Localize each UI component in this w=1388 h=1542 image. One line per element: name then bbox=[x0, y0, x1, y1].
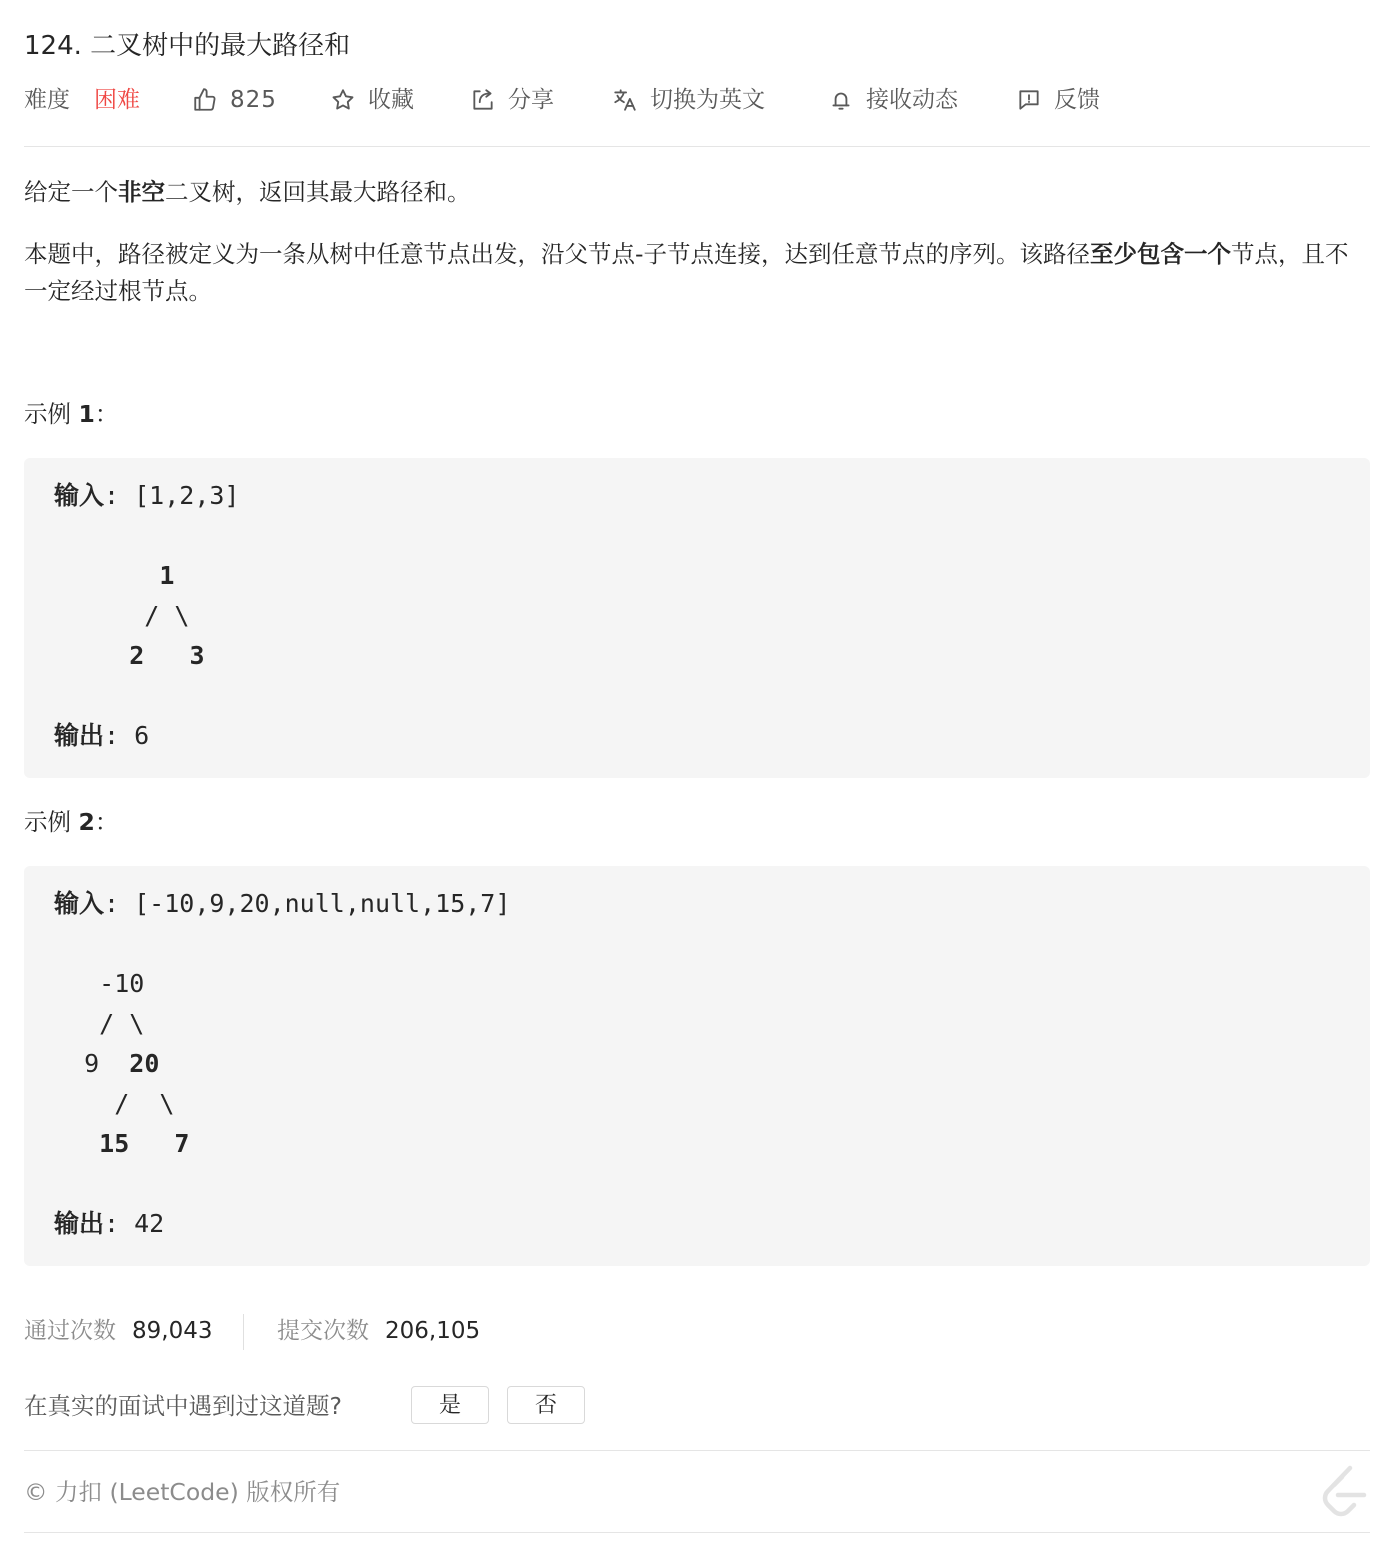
header-divider bbox=[24, 146, 1370, 147]
subscribe-button[interactable] bbox=[828, 82, 958, 118]
problem-toolbar bbox=[24, 82, 1370, 118]
favorite-button[interactable] bbox=[330, 82, 414, 118]
example-2-tree-line bbox=[54, 1044, 159, 1084]
difficulty-badge: 困难 bbox=[94, 87, 140, 113]
example-1-input: 输入: [1,2,3] bbox=[54, 481, 240, 510]
example-2-tree-line: 15 7 bbox=[54, 1129, 190, 1158]
tree-node-left: 9 bbox=[54, 1049, 130, 1078]
description-paragraph-2: 本题中，路径被定义为一条从树中任意节点出发，沿父节点-子节点连接，达到任意节点的序列。该路径至少包含一个节点，且不一定经过根节点。 bbox=[24, 240, 1349, 305]
feedback-button[interactable] bbox=[1016, 82, 1100, 118]
like-count: 825 bbox=[230, 87, 277, 113]
example-2-title: 示例 2： bbox=[24, 808, 119, 836]
example-1-tree-line: 1 bbox=[54, 561, 175, 590]
favorite-label: 收藏 bbox=[368, 87, 414, 113]
example-1-output: 输出: 6 bbox=[54, 721, 150, 750]
submissions-stat: 提交次数 206,105 bbox=[277, 1318, 481, 1344]
description-paragraph-1: 给定一个非空二叉树，返回其最大路径和。 bbox=[24, 178, 471, 206]
subscribe-label: 接收动态 bbox=[866, 87, 958, 113]
footer-divider bbox=[24, 1450, 1370, 1451]
feedback-label: 反馈 bbox=[1054, 87, 1100, 113]
example-1-code-block bbox=[24, 458, 1370, 778]
example-2-tree-line: / \ bbox=[54, 1089, 175, 1118]
bell-icon bbox=[828, 87, 854, 113]
stats-divider bbox=[243, 1314, 244, 1350]
switch-language-button[interactable] bbox=[612, 82, 765, 118]
difficulty-label: 难度 bbox=[24, 87, 70, 113]
example-2-input: 输入: [-10,9,20,null,null,15,7] bbox=[54, 889, 511, 918]
leetcode-logo-icon bbox=[1320, 1464, 1370, 1520]
example-1-title: 示例 1： bbox=[24, 400, 119, 428]
switch-language-label: 切换为英文 bbox=[650, 87, 765, 113]
share-icon bbox=[470, 87, 496, 113]
example-2-tree-level-2 bbox=[54, 1049, 159, 1078]
problem-title: 124. 二叉树中的最大路径和 bbox=[24, 31, 351, 61]
example-2-tree-line: / \ bbox=[54, 1009, 145, 1038]
example-2-output: 输出: 42 bbox=[54, 1209, 165, 1238]
interview-yes-button[interactable]: 是 bbox=[411, 1386, 489, 1424]
example-1-tree-line: / \ bbox=[54, 601, 190, 630]
star-icon bbox=[330, 87, 356, 113]
like-button[interactable] bbox=[192, 82, 277, 118]
example-2-code-block bbox=[24, 866, 1370, 1266]
copyright-text: © 力扣 (LeetCode) 版权所有 bbox=[24, 1478, 341, 1506]
thumbs-up-icon bbox=[192, 87, 218, 113]
example-1-tree-line: 2 3 bbox=[54, 641, 205, 670]
translate-icon bbox=[612, 87, 638, 113]
tree-node-right: 20 bbox=[129, 1049, 160, 1078]
accepted-stat: 通过次数 89,043 bbox=[24, 1318, 213, 1344]
feedback-icon bbox=[1016, 87, 1042, 113]
share-label: 分享 bbox=[508, 87, 554, 113]
bottom-divider bbox=[24, 1532, 1370, 1533]
interview-no-button[interactable]: 否 bbox=[507, 1386, 585, 1424]
share-button[interactable] bbox=[470, 82, 554, 118]
example-2-tree-line: -10 bbox=[54, 969, 145, 998]
interview-question: 在真实的面试中遇到过这道题? bbox=[24, 1392, 342, 1420]
